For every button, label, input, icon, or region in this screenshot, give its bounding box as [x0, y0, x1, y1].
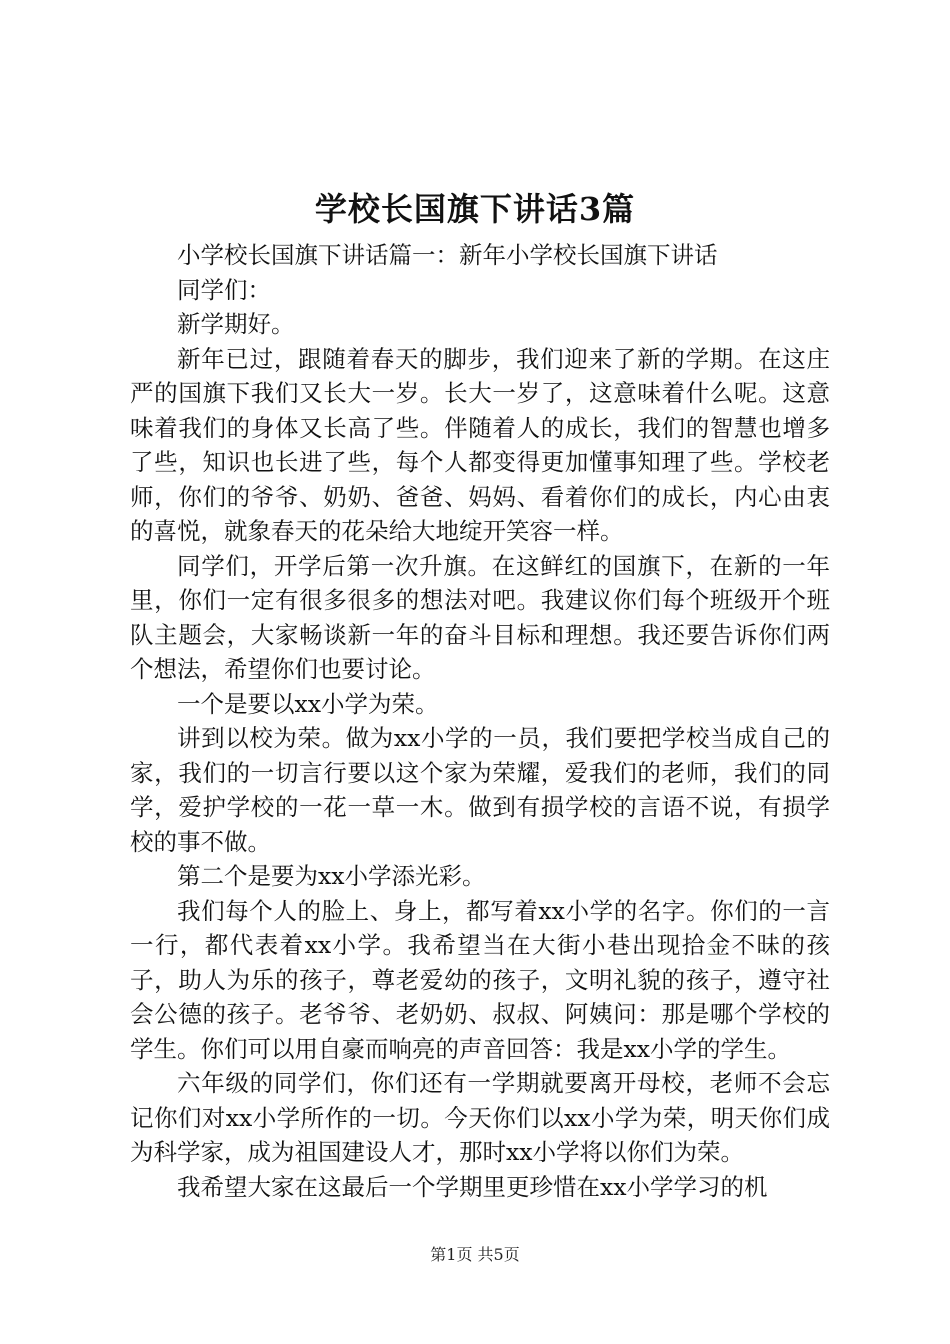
paragraph: 讲到以校为荣。做为xx小学的一员，我们要把学校当成自己的家，我们的一切言行要以这个家为荣耀，爱我们的老师，我们的同学，爱护学校的一花一草一木。做到有损学校的言语不说，有损学校的事不做。 [130, 724, 830, 856]
paragraph: 新学期好。 [177, 310, 295, 338]
paragraph: 一个是要以xx小学为荣。 [177, 689, 439, 718]
paragraph: 同学们，开学后第一次升旗。在这鲜红的国旗下，在新的一年里，你们一定有很多很多的想法对吧。我建议你们每个班级开个班队主题会，大家畅谈新一年的奋斗目标和理想。我还要告诉你们两个想法，希望你们也要讨论。 [130, 551, 830, 683]
paragraph: 我希望大家在这最后一个学期里更珍惜在xx小学学习的机 [177, 1172, 768, 1201]
paragraph: 第二个是要为xx小学添光彩。 [177, 862, 486, 890]
document-body [130, 238, 830, 1204]
paragraph: 六年级的同学们，你们还有一学期就要离开母校，老师不会忘记你们对xx小学所作的一切。今天你们以xx小学为荣，明天你们成为科学家，成为祖国建设人才，那时xx小学将以你们为荣。 [130, 1069, 830, 1166]
document-title: 学校长国旗下讲话3篇 [314, 190, 636, 228]
paragraph: 我们每个人的脸上、身上，都写着xx小学的名字。你们的一言一行，都代表着xx小学。我希望当在大街小巷出现拾金不昧的孩子，助人为乐的孩子，尊老爱幼的孩子，文明礼貌的孩子，遵守社会公德的孩子。老爷爷、老奶奶、叔叔、阿姨问：那是哪个学校的学生。你们可以用自豪而响亮的声音回答：我是xx小学的学生。 [130, 896, 830, 1063]
page-footer: 第1页 共5页 [430, 1245, 520, 1264]
paragraph: 小学校长国旗下讲话篇一：新年小学校长国旗下讲话 [177, 241, 718, 269]
paragraph: 新年已过，跟随着春天的脚步，我们迎来了新的学期。在这庄严的国旗下我们又长大一岁。长大一岁了，这意味着什么呢。这意味着我们的身体又长高了些。伴随着人的成长，我们的智慧也增多了些，知识也长进了些，每个人都变得更加懂事知理了些。学校老师，你们的爷爷、奶奶、爸爸、妈妈、看着你们的成长，内心由衷的喜悦，就象春天的花朵给大地绽开笑容一样。 [130, 344, 830, 545]
paragraph: 同学们： [177, 275, 271, 304]
